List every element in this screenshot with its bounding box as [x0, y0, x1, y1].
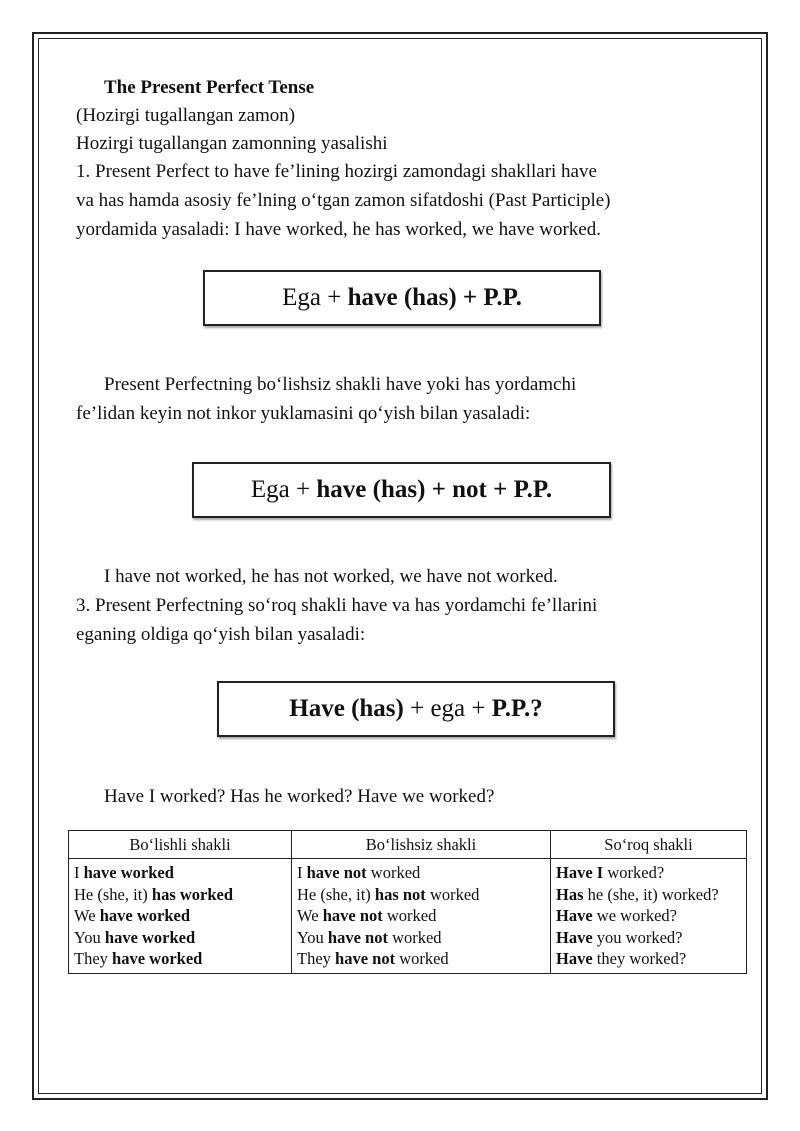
negative-item	[297, 862, 545, 884]
question-post: worked?	[603, 863, 665, 882]
example-negative: I have not worked, he has not worked, we have not worked.	[104, 566, 558, 587]
question-post: you worked?	[592, 927, 683, 947]
paragraph2-line1: Present Perfectning bo‘lishsiz shakli have yoki has yordamchi	[104, 374, 577, 395]
negative-pre: We	[297, 906, 323, 925]
question-post: we worked?	[592, 906, 677, 925]
affirmative-pre: They	[74, 949, 113, 968]
question-item	[556, 905, 741, 927]
formula-negative-box	[192, 462, 611, 518]
negative-item	[297, 948, 545, 970]
affirmative-item	[74, 948, 286, 970]
question-post: they worked?	[592, 949, 687, 968]
example-question: Have I worked? Has he worked? Have we worked?	[104, 786, 495, 807]
question-item	[556, 927, 741, 949]
affirmative-cell	[69, 859, 292, 974]
affirmative-bold: have worked	[99, 906, 190, 925]
question-bold: Have I	[556, 863, 604, 882]
question-bold: Have	[556, 927, 593, 947]
conjugation-table	[68, 830, 747, 974]
formula2-plain: Ega +	[250, 476, 317, 503]
question-item	[556, 862, 741, 884]
formula2-bold: have (has) + not + P.P.	[316, 476, 553, 503]
negative-pre: You	[297, 927, 328, 947]
negative-item	[297, 905, 545, 927]
affirmative-bold: have worked	[104, 927, 196, 947]
negative-post: worked	[382, 906, 437, 925]
paragraph1-line1: 1. Present Perfect to have fe’lining hozirgi zamondagi shakllari have	[76, 161, 597, 182]
affirmative-pre: You	[74, 927, 105, 947]
formula-question-box	[217, 681, 615, 737]
question-cell	[551, 859, 747, 974]
paragraph3-line1: 3. Present Perfectning so‘roq shakli have va has yordamchi fe’llarini	[76, 595, 598, 616]
affirmative-bold: have worked	[79, 863, 174, 882]
page-title: The Present Perfect Tense	[104, 77, 315, 98]
paragraph3-line2: eganing oldiga qo‘yish bilan yasaladi:	[76, 624, 366, 645]
formula3-plain: + ega +	[403, 695, 492, 722]
negative-item	[297, 884, 545, 906]
negative-bold: have not	[327, 927, 388, 947]
affirmative-item	[74, 927, 286, 949]
negative-bold: have not	[335, 949, 396, 968]
affirmative-pre: I	[74, 863, 80, 882]
page-subtitle: (Hozirgi tugallangan zamon)	[76, 105, 296, 126]
question-bold: Has	[556, 884, 584, 904]
negative-item	[297, 927, 545, 949]
affirmative-pre: He (she, it)	[74, 884, 152, 904]
negative-bold: have not	[306, 863, 367, 882]
negative-post: worked	[425, 884, 480, 904]
paragraph1-line2: va has hamda asosiy fe’lning o‘tgan zamon sifatdoshi (Past Participle)	[76, 190, 611, 211]
question-item	[556, 884, 741, 906]
table-row	[69, 859, 747, 974]
formula3-bold2: P.P.?	[491, 695, 543, 722]
question-item	[556, 948, 741, 970]
negative-post: worked	[366, 863, 421, 882]
affirmative-pre: We	[74, 906, 100, 925]
question-post: he (she, it) worked?	[583, 884, 719, 904]
formula-affirmative-box	[203, 270, 601, 326]
affirmative-item	[74, 884, 286, 906]
affirmative-item	[74, 862, 286, 884]
paragraph1-line3: yordamida yasaladi: I have worked, he has worked, we have worked.	[76, 219, 601, 240]
question-bold: Have	[556, 949, 593, 968]
paragraph2-line2: fe’lidan keyin not inkor yuklamasini qo‘yish bilan yasaladi:	[76, 403, 531, 424]
header-negative: Bo‘lishsiz shakli	[292, 831, 551, 859]
question-bold: Have	[556, 906, 593, 925]
header-affirmative: Bo‘lishli shakli	[69, 831, 292, 859]
negative-pre: He (she, it)	[297, 884, 375, 904]
affirmative-bold: have worked	[112, 949, 203, 968]
affirmative-item	[74, 905, 286, 927]
section-heading: Hozirgi tugallangan zamonning yasalishi	[76, 133, 388, 154]
affirmative-bold: has worked	[151, 884, 234, 904]
table-header-row	[69, 831, 747, 859]
negative-pre: They	[297, 949, 336, 968]
header-question: So‘roq shakli	[551, 831, 747, 859]
negative-bold: have not	[322, 906, 383, 925]
negative-post: worked	[395, 949, 449, 968]
formula1-bold: have (has) + P.P.	[347, 284, 522, 311]
negative-pre: I	[297, 863, 307, 882]
formula1-plain: Ega +	[282, 284, 348, 311]
negative-cell	[292, 859, 551, 974]
formula3-bold1: Have (has)	[289, 695, 404, 722]
negative-bold: has not	[374, 884, 426, 904]
negative-post: worked	[387, 927, 442, 947]
